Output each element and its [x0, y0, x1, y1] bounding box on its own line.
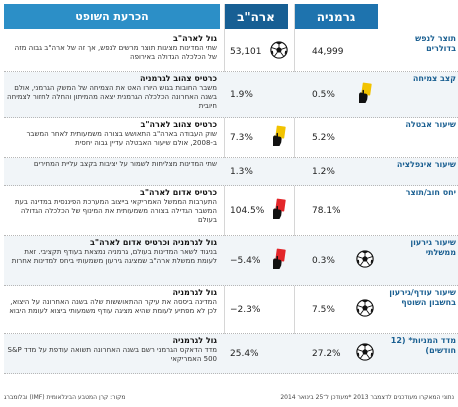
usa-cell: [228, 32, 292, 71]
verdict-text: שתי המדינות מציגות תוצר מרשים לנפש, אך זה של ארה"ב גבוה מזה של הכלכלה הגדולה באירופה: [14, 44, 217, 62]
header-germany: גרמניה: [294, 4, 378, 29]
verdict-cell: [4, 236, 220, 285]
red-card-icon: [270, 248, 288, 274]
row-label: תוצר לנפש בדולרים: [415, 34, 456, 53]
soccer-ball-icon: [356, 299, 374, 321]
usa-cell: [228, 236, 292, 285]
red-card-icon: [270, 198, 288, 224]
germany-cell: [298, 72, 382, 117]
row-label: שיעור גירעון ממשלתי: [410, 238, 456, 257]
verdict-cell: [4, 118, 220, 157]
yellow-card-icon: [270, 125, 288, 151]
germany-value: 1.2%: [312, 166, 335, 177]
verdict-text: משבר החובות בגוש היורו האט את הצמיחה של המשק הגרמני, אולם בשנה האחרונה הכלכלה הגרמנית יצאה מהמיתון והחלה לחזור לצמיחה חיובית: [7, 84, 217, 111]
soccer-ball-icon: [270, 41, 288, 63]
comparison-table: [4, 32, 458, 374]
verdict-text: שוק העבודה בארה"ב התאושש בצורה משמעותית לאחר המשבר ב-2008, אולם שיעור האבטלה עדיין גבוה יחסית: [26, 130, 217, 148]
row-label: שיעור עודף/גירעון בחשבון השוטף: [389, 288, 456, 307]
table-row: [4, 118, 458, 158]
verdict-title: גול לגרמניה: [172, 336, 217, 345]
germany-cell: [298, 334, 382, 373]
verdict-title: כרטיס צהוב לגרמניה: [140, 74, 217, 83]
germany-value: 44,999: [312, 46, 344, 57]
germany-value: 0.5%: [312, 89, 335, 100]
usa-cell: [228, 158, 292, 185]
usa-cell: [228, 286, 292, 333]
table-row: [4, 72, 458, 118]
germany-cell: [298, 236, 382, 285]
germany-cell: [298, 186, 382, 235]
verdict-cell: [4, 158, 220, 185]
usa-value: 1.9%: [230, 89, 253, 100]
row-label: קצב צמיחה: [412, 74, 456, 83]
usa-cell: [228, 118, 292, 157]
verdict-cell: [4, 72, 220, 117]
row-label: שיעור אינפלציה: [396, 160, 456, 169]
table-row: [4, 32, 458, 72]
row-label: מדד המניות* (12 חודשים): [390, 336, 456, 355]
usa-value: 53,101: [230, 46, 262, 57]
table-row: [4, 186, 458, 236]
verdict-text: המדינה ביססה את עיקר ההתאוששות שלה בשנה האחרונה על היצוא, לכן לא מפתיע לעומת שהיא מציגה עודף משמעותי ביצוא לעומת היבוא: [9, 298, 217, 316]
usa-value: 104.5%: [230, 205, 265, 216]
soccer-ball-icon: [356, 343, 374, 365]
verdict-cell: [4, 286, 220, 333]
verdict-title: גול לגרמניה: [172, 288, 217, 297]
germany-value: 78.1%: [312, 205, 341, 216]
germany-cell: [298, 158, 382, 185]
verdict-cell: [4, 186, 220, 235]
verdict-cell: [4, 334, 220, 373]
usa-cell: [228, 334, 292, 373]
table-row: [4, 286, 458, 334]
verdict-title: כרטיס צהוב לארה"ב: [140, 120, 217, 129]
table-row: [4, 334, 458, 374]
germany-value: 7.5%: [312, 304, 335, 315]
row-label: שיעור אבטלה: [405, 120, 456, 129]
usa-value: −2.3%: [230, 304, 261, 315]
germany-cell: [298, 118, 382, 157]
table-row: [4, 236, 458, 286]
footer-note: נתוני המאקרו מעודכנים לדצמבר 2013 *מעודכן ל־25 בינואר 2014: [280, 394, 454, 401]
verdict-title: גול לארה"ב: [173, 34, 217, 43]
yellow-card-icon: [356, 82, 374, 108]
usa-value: −5.4%: [230, 255, 261, 266]
verdict-title: גול לגרמניה וכרטיס אדום לארה"ב: [90, 238, 217, 247]
soccer-ball-icon: [356, 250, 374, 272]
verdict-title: כרטיס אדום לארה"ב: [139, 188, 217, 197]
germany-value: 5.2%: [312, 132, 335, 143]
header-verdict: הכרעת השופט: [4, 4, 220, 29]
usa-cell: [228, 72, 292, 117]
table-row: [4, 158, 458, 186]
usa-value: 1.3%: [230, 166, 253, 177]
footer-source: מקור: קרן המטבע הבינלאומית (IMF) ובלומברג: [4, 394, 126, 401]
verdict-text: התערבות הממשל האמריקאי בייצוב המערכת הפיננסית במדינה בעת המשבר הגדילה בצורה משמעותית את המינוף של הכלכלה הגדולה בעולם: [14, 198, 217, 225]
verdict-cell: [4, 32, 220, 71]
header-usa: ארה"ב: [224, 4, 288, 29]
footer: [4, 394, 454, 404]
germany-cell: [298, 286, 382, 333]
verdict-text: שתי המדינות מצליחות לשמור על יציבות בקצב עליית המחירים: [33, 160, 217, 168]
verdict-text: מדד הדאקס הגרמני רשם בשנה האחרונה תשואה עודפת על מדד S&P 500 האמריקאי: [7, 346, 217, 364]
usa-cell: [228, 186, 292, 235]
germany-value: 0.3%: [312, 255, 335, 266]
verdict-text: בניגוד לשאר המדינות בעולם, גרמניה נמצאת בעודף תקציבי. זאת לעומת ממשלת ארה"ב שמציגה גירעון משמעותי ביחס למדינות אחרות: [11, 248, 217, 266]
usa-value: 25.4%: [230, 348, 259, 359]
usa-value: 7.3%: [230, 132, 253, 143]
germany-cell: [298, 32, 382, 71]
germany-value: 27.2%: [312, 348, 341, 359]
row-label: יחס חוב/תוצר: [405, 188, 456, 197]
